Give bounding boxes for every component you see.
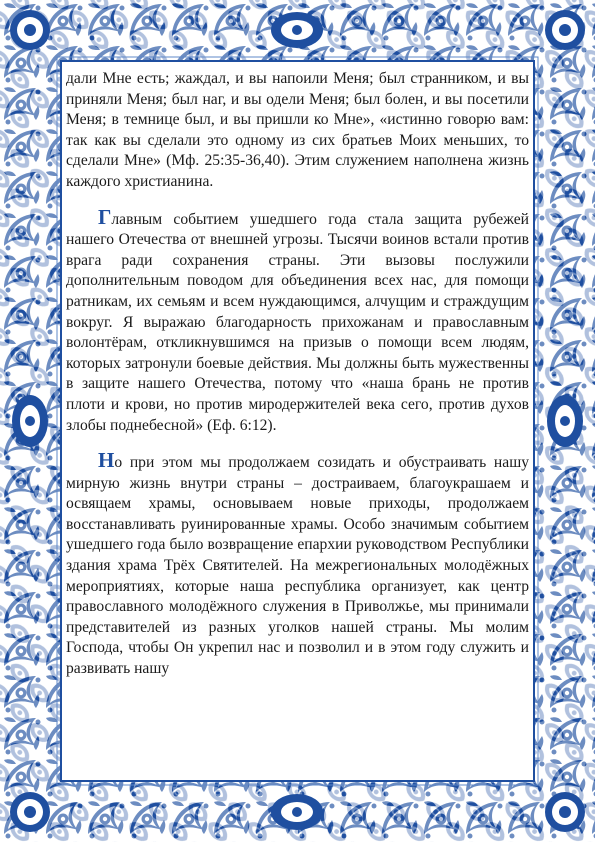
paragraph-3-text: о при этом мы продолжаем созидать и обустраивать нашу мирную жизнь внутри страны – достраиваем, благоукрашаем и освящаем храмы, основываем новые приходы, продолжаем восстанавливать руинированные храмы. Особо значимым событием ушедшего года было возвращение епархии руководством Республики здания храма Трёх Святителей. На межрегиональных молодёжных мероприятиях, которые наша республика организует, как центр православного молодёжного служения в Приволжье, мы принимали представителей из разных уголков нашей страны. Мы молим Господа, чтобы Он укрепил нас и позволил и в этом году служить и развивать нашу	[66, 454, 529, 678]
dropcap-2: Г	[98, 204, 112, 229]
paragraph-3	[66, 450, 529, 680]
dropcap-3: Н	[98, 448, 115, 473]
paragraph-1-text: дали Мне есть; жаждал, и вы напоили Меня; был странником, и вы приняли Меня; был наг, и вы одели Меня; был болен, и вы посетили Меня; в темнице был, и вы пришли ко Мне», «истинно говорю вам: так как вы сделали это одному из сих братьев Моих меньших, то сделали Мне» (Мф. 25:35-36,40). Этим служением наполнена жизнь каждого христианина.	[66, 70, 529, 190]
body-text	[66, 66, 529, 776]
paragraph-2-text: лавным событием ушедшего года стала защита рубежей нашего Отечества от внешней угрозы. Тысячи воинов встали против врага ради сохранения страны. Эти вызовы послужили дополнительным поводом для объединения всех нас, для помощи ратникам, их семьям и всем нуждающимся, алчущим и страждущим вокруг. Я выражаю благодарность прихожанам и православным волонтёрам, откликнувшимся на призыв о помощи всем людям, которых затронули боевые действия. Мы должны быть мужественны в защите нашего Отечества, потому что «наша брань не против плоти и крови, но против миродержителей века сего, против духов злобы поднебесной» (Еф. 6:12).	[66, 210, 529, 434]
paragraph-1	[66, 66, 529, 193]
paragraph-2	[66, 204, 529, 437]
